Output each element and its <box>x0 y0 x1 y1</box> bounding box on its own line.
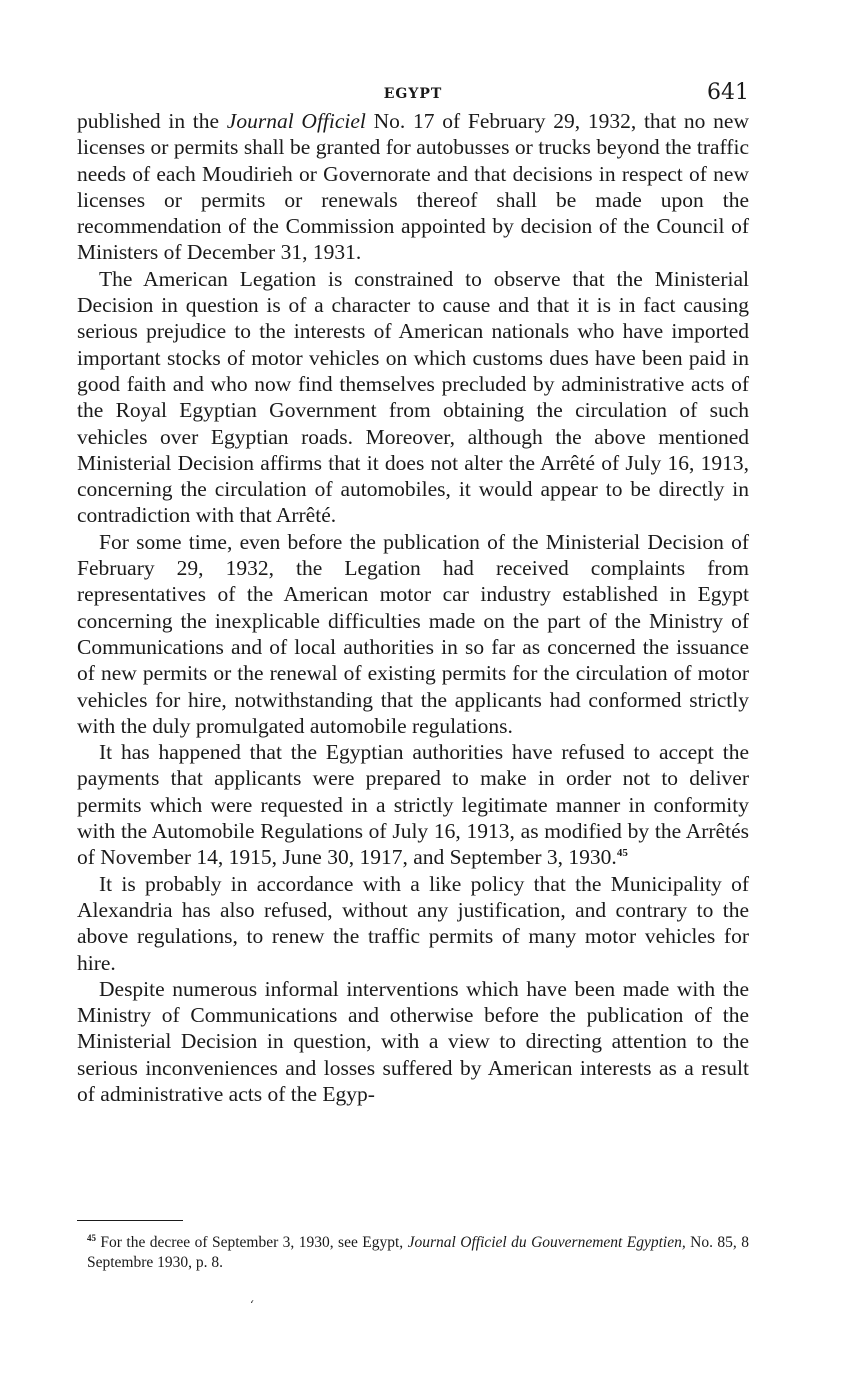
paragraph-1-italic: Journal Officiel <box>226 109 366 133</box>
paragraph-4-text: It has happened that the Egyptian authorities have refused to accept the payments that applicants were prepared to make in order not to deliver permits which were requested in a strictly legitimate manner in conformity with the Automobile Regulations of July 16, 1913, as modified by the Arrêtés of November 14, 1915, June 30, 1917, and September 3, 1930. <box>77 740 749 870</box>
paragraph-6: Despite numerous informal interventions which have been made with the Ministry of Communications and otherwise before the publication of the Ministerial Decision in question, with a view to directing attention to the serious inconveniences and losses suffered by American interests as a result of administrative acts of the Egyp- <box>77 976 749 1106</box>
page-header <box>77 80 749 120</box>
page-content <box>77 80 749 1107</box>
footnote-post: No. 85, 8 Septembre 1930, p. 8. <box>87 1234 749 1272</box>
paragraph-1-pre: published in the <box>77 109 227 133</box>
footnote-italic: Journal Officiel du Gouvernement Egyptien, <box>407 1234 686 1252</box>
paragraph-3: For some time, even before the publication of the Ministerial Decision of February 29, 1932, the Legation had received complaints from representatives of the American motor car industry established in Egypt concerning the inexplicable difficulties made on the part of the Ministry of Communications and of local authorities in so far as concerned the issuance of new permits or the renewal of existing permits for the circulation of motor vehicles for hire, notwithstanding that the applicants had conformed strictly with the duly promulgated automobile regulations. <box>77 529 749 738</box>
footnote-reference: 45 <box>616 847 628 860</box>
footnote-rule <box>77 1220 183 1221</box>
paragraph-5: It is probably in accordance with a like policy that the Municipality of Alexandria has also refused, without any justification, and contrary to the above regulations, to renew the traffic permits of many motor vehicles for hire. <box>77 871 749 975</box>
paragraph-4 <box>77 739 749 870</box>
footnote-pre: For the decree of September 3, 1930, see Egypt, <box>96 1234 408 1252</box>
running-title: EGYPT <box>383 86 443 102</box>
paragraph-2: The American Legation is constrained to observe that the Ministerial Decision in question is of a character to cause and that it is in fact causing serious prejudice to the interests of American nationals who have imported important stocks of motor vehicles on which customs dues have been paid in good faith and who now find themselves precluded by administrative acts of the Royal Egyptian Government from obtaining the circulation of such vehicles over Egyptian roads. Moreover, although the above mentioned Ministerial Decision affirms that it does not alter the Arrêté of July 16, 1913, concerning the circulation of automobiles, it would appear to be directly in contradiction with that Arrêté. <box>77 266 749 528</box>
footnote-mark: 45 <box>87 1233 96 1243</box>
stray-mark: ‘ <box>250 1298 254 1312</box>
paragraph-1-post: No. 17 of February 29, 1932, that no new licenses or permits shall be granted for autobusses or trucks beyond the traffic needs of each Moudirieh or Governorate and that decisions in respect of new licenses or permits or renewals thereof shall be made upon the recommendation of the Commission appointed by decision of the Council of Ministers of December 31, 1931. <box>77 109 749 265</box>
footnote <box>77 1228 749 1273</box>
page-number: 641 <box>707 80 749 105</box>
body-text <box>77 108 749 1107</box>
paragraph-1 <box>77 108 749 266</box>
